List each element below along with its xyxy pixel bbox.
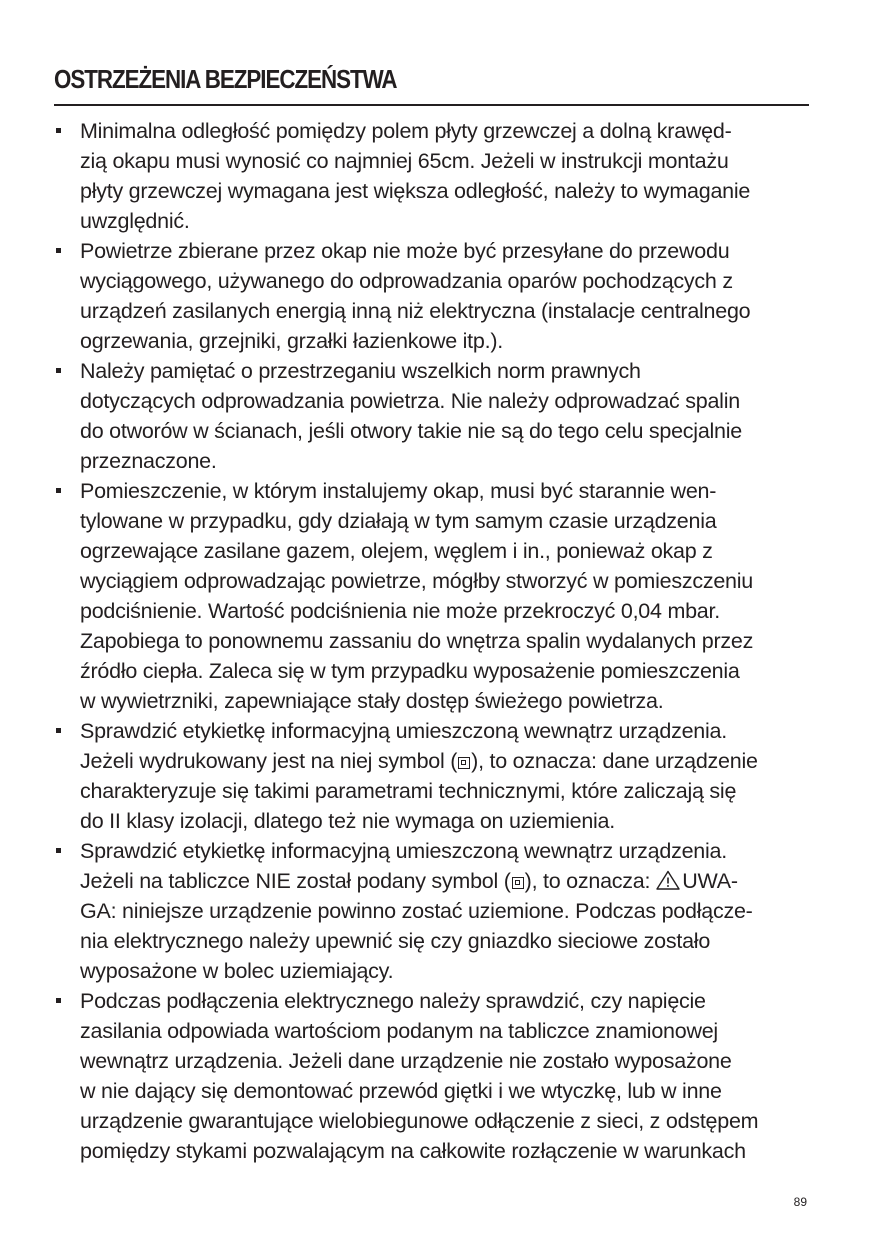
text-line: charakteryzuje się takimi parametrami technicznymi, które zaliczają się — [80, 779, 737, 803]
square-bullet-icon — [56, 368, 61, 373]
text-line: wewnątrz urządzenia. Jeżeli dane urządzenie nie zostało wyposażone — [80, 1049, 732, 1073]
list-item — [54, 836, 814, 986]
list-item — [54, 356, 814, 476]
text-line: uwzględnić. — [80, 209, 190, 233]
square-bullet-icon — [56, 248, 61, 253]
text-line: zasilania odpowiada wartościom podanym na tabliczce znamionowej — [80, 1019, 718, 1043]
warning-label: UWA- — [682, 869, 738, 893]
text-line: w nie dający się demontować przewód giętki i we wtyczkę, lub w inne — [80, 1079, 722, 1103]
text-line: płyty grzewczej wymagana jest większa odległość, należy to wymaganie — [80, 179, 751, 203]
text-line: Sprawdzić etykietkę informacyjną umieszczoną wewnątrz urządzenia. — [80, 839, 727, 863]
text-line: nia elektrycznego należy upewnić się czy gniazdko sieciowe zostało — [80, 929, 711, 953]
page-title: OSTRZEŻENIA BEZPIECZEŃSTWA — [54, 64, 397, 94]
text-line: zią okapu musi wynosić co najmniej 65cm. Jeżeli w instrukcji montażu — [80, 149, 729, 173]
text-line: przeznaczone. — [80, 449, 217, 473]
text-line-with-symbol — [80, 866, 814, 896]
text-fragment: ), to oznacza: — [524, 869, 651, 893]
warning-triangle-icon — [656, 870, 680, 890]
text-line: pomiędzy stykami pozwalającym na całkowite rozłączenie w warunkach — [80, 1139, 746, 1163]
text-line: GA: niniejsze urządzenie powinno zostać uziemione. Podczas podłącze- — [80, 899, 753, 923]
text-line: ogrzewania, grzejniki, grzałki łazienkowe itp.). — [80, 329, 503, 353]
text-line: wyciągiem odprowadzając powietrze, mógłby stworzyć w pomieszczeniu — [80, 569, 753, 593]
text-line: w wywietrzniki, zapewniające stały dostęp świeżego powietrza. — [80, 689, 664, 713]
text-line: urządzeń zasilanych energią inną niż elektryczna (instalacje centralnego — [80, 299, 751, 323]
safety-warnings-list — [54, 116, 814, 1166]
text-line: do II klasy izolacji, dlatego też nie wymaga on uziemienia. — [80, 809, 615, 833]
text-line: podciśnienie. Wartość podciśnienia nie może przekroczyć 0,04 mbar. — [80, 599, 720, 623]
text-line: Minimalna odległość pomiędzy polem płyty grzewczej a dolną krawęd- — [80, 119, 732, 143]
text-line: źródło ciepła. Zaleca się w tym przypadku wyposażenie pomieszczenia — [80, 659, 740, 683]
text-line: Powietrze zbierane przez okap nie może być przesyłane do przewodu — [80, 239, 730, 263]
text-fragment: ), to oznacza: dane urządzenie — [471, 749, 758, 773]
square-bullet-icon — [56, 848, 61, 853]
page-number: 89 — [793, 1195, 807, 1209]
text-line-with-symbol — [80, 746, 814, 776]
square-bullet-icon — [56, 128, 61, 133]
text-line: wyciągowego, używanego do odprowadzania oparów pochodzących z — [80, 269, 733, 293]
text-line: urządzenie gwarantujące wielobiegunowe odłączenie z sieci, z odstępem — [80, 1109, 759, 1133]
double-insulation-icon — [512, 877, 524, 889]
text-line: wyposażone w bolec uziemiający. — [80, 959, 394, 983]
list-item — [54, 716, 814, 836]
double-insulation-icon — [458, 757, 470, 769]
square-bullet-icon — [56, 488, 61, 493]
list-item — [54, 986, 814, 1166]
text-fragment: Jeżeli wydrukowany jest na niej symbol ( — [80, 749, 458, 773]
list-item — [54, 236, 814, 356]
text-line: Podczas podłączenia elektrycznego należy sprawdzić, czy napięcie — [80, 989, 706, 1013]
square-bullet-icon — [56, 998, 61, 1003]
text-line: dotyczących odprowadzania powietrza. Nie należy odprowadzać spalin — [80, 389, 740, 413]
square-bullet-icon — [56, 728, 61, 733]
list-item — [54, 116, 814, 236]
text-fragment: Jeżeli na tabliczce NIE został podany symbol ( — [80, 869, 511, 893]
text-line: Sprawdzić etykietkę informacyjną umieszczoną wewnątrz urządzenia. — [80, 719, 727, 743]
text-line: tylowane w przypadku, gdy działają w tym samym czasie urządzenia — [80, 509, 717, 533]
text-line: Należy pamiętać o przestrzeganiu wszelkich norm prawnych — [80, 359, 641, 383]
title-underline — [54, 104, 809, 106]
text-line: do otworów w ścianach, jeśli otwory takie nie są do tego celu specjalnie — [80, 419, 743, 443]
text-line: Zapobiega to ponownemu zassaniu do wnętrza spalin wydalanych przez — [80, 629, 754, 653]
list-item — [54, 476, 814, 716]
text-line: Pomieszczenie, w którym instalujemy okap, musi być starannie wen- — [80, 479, 717, 503]
text-line: ogrzewające zasilane gazem, olejem, węglem i in., ponieważ okap z — [80, 539, 713, 563]
